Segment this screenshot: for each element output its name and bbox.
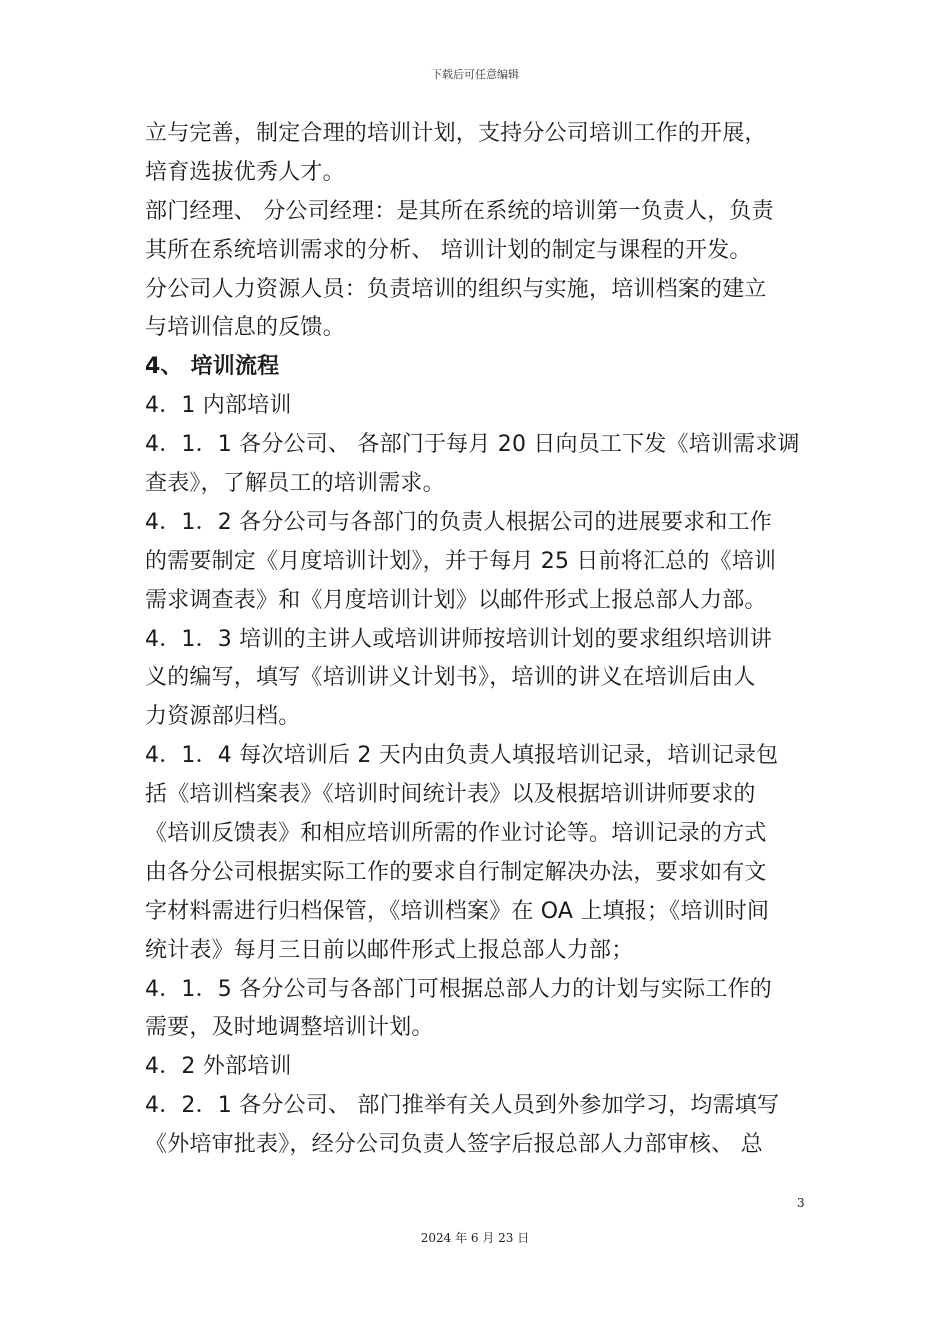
document-body (145, 115, 810, 1165)
text-line: 其所在系统培训需求的分析、 培训计划的制定与课程的开发。 (145, 237, 752, 263)
text-line: 需要，及时地调整培训计划。 (145, 1015, 434, 1041)
text-line: 字材料需进行归档保管，《培训档案》在 OA 上填报；《培训时间 (145, 898, 770, 924)
text-line: 括《培训档案表》《培训时间统计表》以及根据培训讲师要求的 (145, 782, 756, 808)
text-line: 《外培审批表》，经分公司负责人签字后报总部人力部审核、 总 (145, 1132, 763, 1158)
text-line: 4．1．2 各分公司与各部门的负责人根据公司的进展要求和工作 (145, 509, 772, 535)
page-footer-date: 2024 年 6 月 23 日 (420, 1231, 530, 1245)
text-line: 需求调查表》和《月度培训计划》以邮件形式上报总部人力部。 (145, 587, 767, 613)
subsection-heading: 4．2 外部培训 (145, 1054, 292, 1080)
subsection-heading: 4．1 内部培训 (145, 393, 292, 419)
text-line: 分公司人力资源人员：负责培训的组织与实施，培训档案的建立 (145, 276, 767, 302)
text-line: 4．2．1 各分公司、 部门推举有关人员到外参加学习，均需填写 (145, 1093, 780, 1119)
text-line: 义的编写，填写《培训讲义计划书》，培训的讲义在培训后由人 (145, 665, 756, 691)
text-line: 统计表》每月三日前以邮件形式上报总部人力部； (145, 937, 634, 963)
text-line: 力资源部归档。 (145, 704, 301, 730)
text-line: 的需要制定《月度培训计划》，并于每月 25 日前将汇总的《培训 (145, 548, 777, 574)
page-header: 下载后可任意编辑 (431, 68, 519, 81)
page-number: 3 (797, 1196, 805, 1210)
text-line: 4．1．1 各分公司、 各部门于每月 20 日向员工下发《培训需求调 (145, 432, 800, 458)
text-line: 立与完善，制定合理的培训计划，支持分公司培训工作的开展， (145, 121, 767, 146)
text-line: 与培训信息的反馈。 (145, 315, 345, 341)
text-line: 4．1．4 每次培训后 2 天内由负责人填报培训记录，培训记录包 (145, 743, 779, 769)
text-line: 4．1．3 培训的主讲人或培训讲师按培训计划的要求组织培训讲 (145, 626, 772, 652)
text-line: 查表》，了解员工的培训需求。 (145, 471, 445, 497)
text-line: 由各分公司根据实际工作的要求自行制定解决办法，要求如有文 (145, 859, 767, 885)
section-heading: 4、 培训流程 (145, 354, 280, 380)
text-line: 4．1．5 各分公司与各部门可根据总部人力的计划与实际工作的 (145, 976, 772, 1002)
text-line: 培育选拔优秀人才。 (145, 159, 345, 185)
text-line: 部门经理、 分公司经理：是其所在系统的培训第一负责人，负责 (145, 198, 774, 224)
text-line: 《培训反馈表》和相应培训所需的作业讨论等。培训记录的方式 (145, 821, 767, 847)
